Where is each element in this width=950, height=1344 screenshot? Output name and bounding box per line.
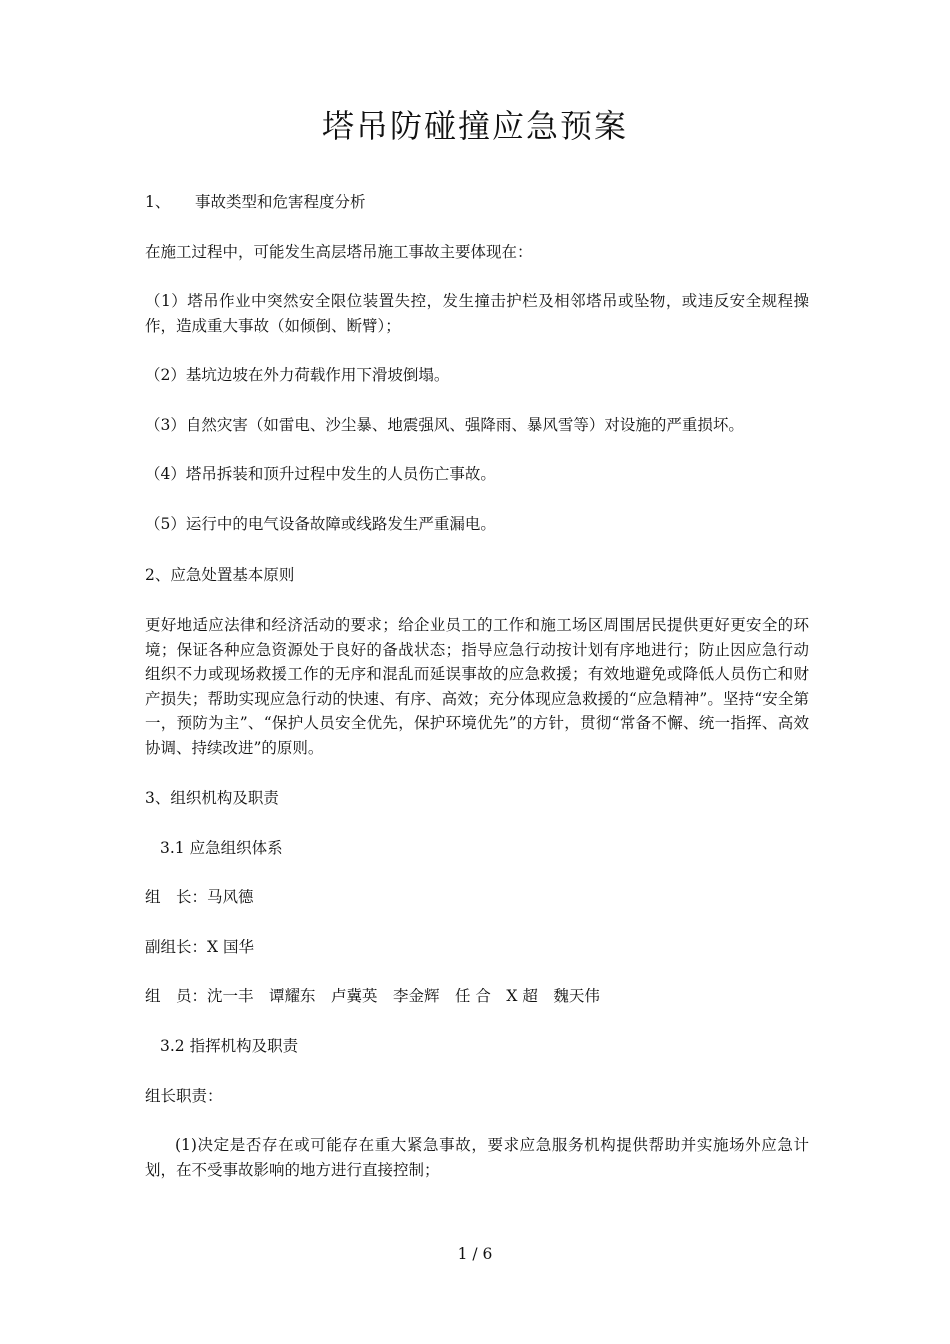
subsection-3-1-heading: 3.1 应急组织体系 <box>160 839 283 857</box>
section-1-heading <box>145 190 809 215</box>
section-1-title: 事故类型和危害程度分析 <box>195 193 366 211</box>
page-number: 1 / 6 <box>457 1245 493 1263</box>
duty-item: (1)决定是否存在或可能存在重大紧急事故，要求应急服务机构提供帮助并实施场外应急计划，在不受事故影响的地方进行直接控制； <box>145 1136 809 1179</box>
subsection-3-2-heading: 3.2 指挥机构及职责 <box>160 1037 299 1055</box>
principle-paragraph: 更好地适应法律和经济活动的要求；给企业员工的工作和施工场区周围居民提供更好更安全的环境；保证各种应急资源处于良好的备战状态；指导应急行动按计划有序地进行；防止因应急行动组织不力或现场救援工作的无序和混乱而延误事故的应急救援；有效地避免或降低人员伤亡和财产损失；帮助实现应急行动的快速、有序、高效；充分体现应急救援的“应急精神”。坚持“安全第一，预防为主”、“保护人员安全优先，保护环境优先”的方针，贯彻“常备不懈、统一指挥、高效协调、持续改进”的原则。 <box>145 616 809 757</box>
list-item: （5）运行中的电气设备故障或线路发生严重漏电。 <box>145 515 496 533</box>
section-2-heading: 2、应急处置基本原则 <box>145 566 295 584</box>
leader-duties-heading: 组长职责： <box>145 1087 223 1105</box>
vice-leader-line: 副组长：X 国华 <box>145 938 254 956</box>
members-line: 组 员：沈一丰 谭耀东 卢冀英 李金辉 任 合 X 超 魏天伟 <box>145 987 600 1005</box>
document-title: 塔吊防碰撞应急预案 <box>321 107 628 145</box>
leader-line: 组 长：马风德 <box>145 888 254 906</box>
intro-paragraph: 在施工过程中，可能发生高层塔吊施工事故主要体现在： <box>145 243 533 261</box>
section-3-heading: 3、组织机构及职责 <box>145 789 279 807</box>
list-item: （4）塔吊拆装和顶升过程中发生的人员伤亡事故。 <box>145 465 496 483</box>
section-1-number: 1、 <box>145 193 171 211</box>
list-item: （1）塔吊作业中突然安全限位装置失控，发生撞击护栏及相邻塔吊或坠物，或违反安全规程操作，造成重大事故（如倾倒、断臂）； <box>145 292 809 335</box>
list-item: （2）基坑边坡在外力荷载作用下滑坡倒塌。 <box>145 366 450 384</box>
list-item: （3）自然灾害（如雷电、沙尘暴、地震强风、强降雨、暴风雪等）对设施的严重损坏。 <box>145 416 744 434</box>
